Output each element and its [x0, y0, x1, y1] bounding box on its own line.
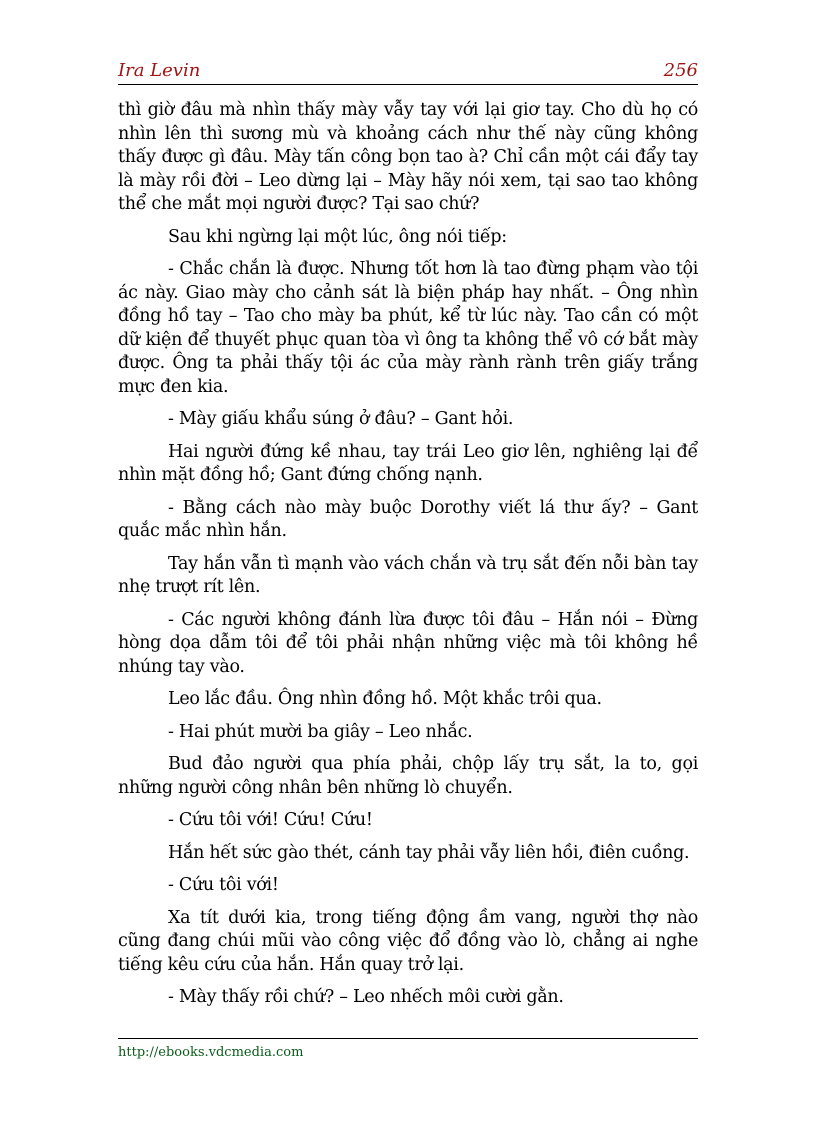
paragraph: - Cứu tôi với!	[168, 875, 279, 895]
footer-url-link[interactable]: http://ebooks.vdcmedia.com	[118, 1045, 304, 1060]
paragraph: Xa tít dưới kia, trong tiếng động ầm vang, người thợ nào cũng đang chúi mũi vào công việc đổ đồng vào lò, chẳng ai nghe tiếng kêu cứu của hắn. Hắn quay trở lại.	[118, 907, 698, 975]
paragraph: - Bằng cách nào mày buộc Dorothy viết lá thư ấy? – Gant quắc mắc nhìn hắn.	[118, 497, 698, 541]
paragraph: Sau khi ngừng lại một lúc, ông nói tiếp:	[168, 226, 507, 247]
book-author: Ira Levin	[118, 60, 201, 81]
paragraph: Hai người đứng kề nhau, tay trái Leo giơ lên, nghiêng lại để nhìn mặt đồng hồ; Gant đứng chống nạnh.	[118, 441, 698, 485]
page-body	[118, 99, 698, 1019]
paragraph: - Mày thấy rồi chứ? – Leo nhếch môi cười gằn.	[168, 987, 564, 1007]
paragraph: Tay hắn vẫn tì mạnh vào vách chắn và trụ sắt đến nỗi bàn tay nhẹ trượt rít lên.	[118, 553, 698, 597]
paragraph: Bud đảo người qua phía phải, chộp lấy trụ sắt, la to, gọi những người công nhân bên những lò chuyển.	[118, 754, 698, 798]
paragraph: Leo lắc đầu. Ông nhìn đồng hồ. Một khắc trôi qua.	[168, 689, 602, 709]
paragraph: - Các người không đánh lừa được tôi đâu – Hắn nói – Đừng hòng dọa dẫm tôi để tôi phải nhận những việc mà tôi không hề nhúng tay vào.	[118, 609, 698, 677]
paragraph: Hắn hết sức gào thét, cánh tay phải vẫy liên hồi, điên cuồng.	[168, 842, 690, 863]
page-number: 256	[663, 60, 698, 81]
paragraph: - Hai phút mười ba giây – Leo nhắc.	[168, 721, 473, 742]
page-header	[118, 58, 698, 85]
paragraph: - Mày giấu khẩu súng ở đâu? – Gant hỏi.	[168, 409, 514, 429]
paragraph: thì giờ đâu mà nhìn thấy mày vẫy tay với lại giơ tay. Cho dù họ có nhìn lên thì sương mù và khoảng cách như thế này cũng không thấy được gì đâu. Mày tấn công bọn tao à? Chỉ cần một cái đẩy tay là mày rồi đời – Leo dừng lại – Mày hãy nói xem, tại sao tao không thể che mắt mọi người được? Tại sao chứ?	[118, 100, 698, 214]
paragraph: - Chắc chắn là được. Nhưng tốt hơn là tao đừng phạm vào tội ác này. Giao mày cho cảnh sát là biện pháp hay nhất. – Ông nhìn đồng hồ tay – Tao cho mày ba phút, kể từ lúc này. Tao cần có một dữ kiện để thuyết phục quan tòa vì ông ta không thể vô cớ bắt mày được. Ông ta phải thấy tội ác của mày rành rành trên giấy trắng mực đen kia.	[118, 259, 698, 397]
paragraph: - Cứu tôi với! Cứu! Cứu!	[168, 810, 373, 830]
page-footer	[118, 1038, 698, 1060]
